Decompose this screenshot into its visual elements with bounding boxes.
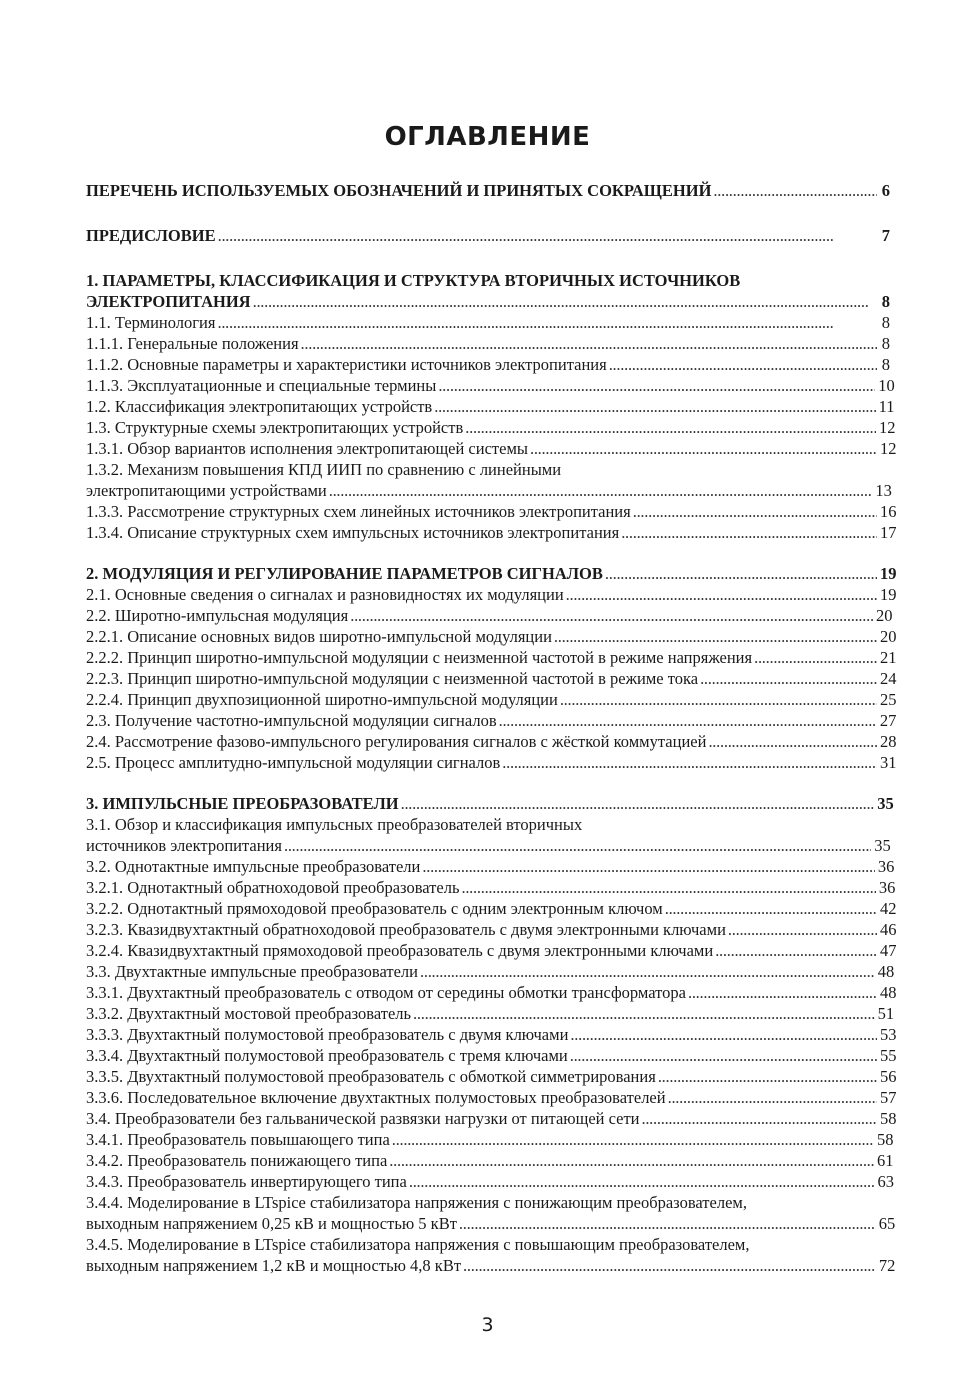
toc-page-number: 47: [880, 941, 897, 960]
toc-entry-text: 2.2.1. Описание основных видов широтно-импульсной модуляции: [86, 627, 552, 646]
toc-entry-3-4-4[interactable]: [86, 1213, 896, 1234]
toc-entry-text: 3.3.6. Последовательное включение двухтактных полумостовых преобразователей: [86, 1088, 666, 1107]
toc-page-number: 36: [877, 857, 895, 876]
leader-dots: [700, 668, 877, 689]
toc-entry-text: 3.2. Однотактные импульсные преобразователи: [86, 857, 421, 876]
toc-page-number: 7: [881, 226, 890, 245]
leader-dots: [688, 982, 877, 1003]
toc-entry[interactable]: [86, 731, 897, 752]
toc-page-number: 20: [875, 606, 893, 625]
leader-dots: [499, 710, 877, 731]
toc-page-number: 21: [880, 648, 897, 667]
leader-dots: [708, 731, 877, 752]
toc-page-number: 48: [880, 983, 897, 1002]
leader-dots: [502, 752, 877, 773]
toc-page-number: 11: [878, 397, 895, 416]
toc-page-number: 72: [878, 1256, 896, 1275]
toc-entry[interactable]: [86, 689, 897, 710]
toc-entry-text: ПРЕДИСЛОВИЕ: [86, 226, 216, 245]
toc-page-number: 42: [880, 899, 897, 918]
toc-page-number: 19: [880, 585, 897, 604]
leader-dots: [554, 626, 877, 647]
toc-entry[interactable]: [86, 940, 897, 961]
toc-entry[interactable]: [86, 1003, 895, 1024]
toc-entry[interactable]: [86, 1066, 897, 1087]
leader-dots: [754, 647, 877, 668]
toc-entry-text: 3.4.1. Преобразователь повышающего типа: [86, 1130, 390, 1149]
toc-page-number: 6: [881, 181, 890, 200]
leader-dots: [633, 501, 877, 522]
toc-entry[interactable]: [86, 605, 893, 626]
leader-dots: [392, 1129, 874, 1150]
toc-entry-text: 3.3.5. Двухтактный полумостовой преобразователь с обмоткой симметрирования: [86, 1067, 656, 1086]
toc-entry-3-1-line1[interactable]: 3.1. Обзор и классификация импульсных преобразователей вторичных: [86, 815, 583, 834]
toc-entry[interactable]: [86, 982, 897, 1003]
toc-page-number: 20: [880, 627, 897, 646]
toc-entry[interactable]: [86, 501, 897, 522]
toc-page-number: 51: [877, 1004, 895, 1023]
toc-entry-text: 3.2.3. Квазидвухтактный обратноходовой преобразователь с двумя электронными ключами: [86, 920, 726, 939]
page-title: ОГЛАВЛЕНИЕ: [384, 122, 591, 152]
toc-entry-text: 2.2.3. Принцип широтно-импульсной модуляции с неизменной частотой в режиме тока: [86, 669, 699, 688]
toc-page-number: 13: [875, 481, 892, 500]
toc-entry[interactable]: [86, 584, 897, 605]
leader-dots: [713, 180, 877, 201]
toc-entry-text: ЭЛЕКТРОПИТАНИЯ: [86, 292, 251, 311]
toc-entry-text: 2.2.2. Принцип широтно-импульсной модуляции с неизменной частотой в режиме напряжения: [86, 648, 753, 667]
toc-page-number: 24: [880, 669, 897, 688]
leader-dots: [715, 940, 877, 961]
toc-page-number: 25: [880, 690, 897, 709]
toc-entry-preface[interactable]: [86, 225, 890, 246]
toc-entry[interactable]: [86, 1045, 897, 1066]
toc-entry-3-4-5-line1[interactable]: 3.4.5. Моделирование в LTspice стабилизатора напряжения с повышающим преобразователем,: [86, 1235, 750, 1254]
toc-page-number: 31: [879, 753, 897, 772]
leader-dots: [329, 480, 873, 501]
leader-dots: [434, 396, 875, 417]
toc-entry[interactable]: [86, 1150, 894, 1171]
toc-entry-text: 3.3. Двухтактные импульсные преобразователи: [86, 962, 418, 981]
leader-dots: [665, 898, 877, 919]
toc-entry-text: 1.1.3. Эксплуатационные и специальные термины: [86, 376, 437, 395]
leader-dots: [641, 1108, 877, 1129]
toc-entry-text: 2.2. Широтно-импульсная модуляция: [86, 606, 349, 625]
leader-dots: [560, 689, 877, 710]
leader-dots: [253, 291, 877, 312]
leader-dots: [301, 333, 877, 354]
toc-page-number: 61: [876, 1151, 894, 1170]
toc-page-number: 63: [877, 1172, 894, 1191]
leader-dots: [605, 563, 877, 584]
toc-page-number: 58: [877, 1130, 894, 1149]
toc-entry[interactable]: [86, 898, 897, 919]
toc-entry-text: 3.3.1. Двухтактный преобразователь с отводом от середины обмотки трансформатора: [86, 983, 686, 1002]
toc-entry-text: 1.3. Структурные схемы электропитающих устройств: [86, 418, 464, 437]
toc-entry-text: 3.4.3. Преобразователь инвертирующего типа: [86, 1172, 407, 1191]
leader-dots: [284, 835, 871, 856]
toc-entry-text: 3. ИМПУЛЬСНЫЕ ПРЕОБРАЗОВАТЕЛИ: [86, 794, 399, 813]
toc-page-number: 55: [880, 1046, 897, 1065]
toc-entry[interactable]: [86, 375, 895, 396]
table-of-contents: [86, 180, 897, 1276]
toc-entry[interactable]: [86, 312, 890, 333]
toc-entry-text: 1.3.3. Рассмотрение структурных схем линейных источников электропитания: [86, 502, 631, 521]
leader-dots: [621, 522, 877, 543]
toc-page-number: 57: [880, 1088, 897, 1107]
toc-page-number: 65: [878, 1214, 896, 1233]
toc-page-number: 10: [878, 376, 895, 395]
toc-entry-3-4-5[interactable]: [86, 1255, 896, 1276]
toc-page-number: 16: [880, 502, 897, 521]
toc-entry[interactable]: [86, 710, 897, 731]
leader-dots: [422, 856, 874, 877]
toc-entry[interactable]: [86, 1087, 897, 1108]
toc-entry[interactable]: [86, 626, 897, 647]
toc-page-number: 46: [880, 920, 897, 939]
leader-dots: [530, 438, 877, 459]
leader-dots: [389, 1150, 874, 1171]
toc-page-number: 58: [880, 1109, 897, 1128]
leader-dots: [350, 605, 873, 626]
toc-entry[interactable]: [86, 1108, 897, 1129]
toc-page-number: 56: [880, 1067, 897, 1086]
leader-dots: [217, 312, 877, 333]
toc-entry-3-1[interactable]: [86, 835, 890, 856]
leader-dots: [465, 417, 876, 438]
toc-entry[interactable]: [86, 919, 897, 940]
leader-dots: [566, 584, 877, 605]
leader-dots: [461, 877, 875, 898]
leader-dots: [609, 354, 877, 375]
toc-page-number: 8: [881, 292, 890, 311]
leader-dots: [728, 919, 877, 940]
toc-entry-text: 2. МОДУЛЯЦИЯ И РЕГУЛИРОВАНИЕ ПАРАМЕТРОВ СИГНАЛОВ: [86, 564, 603, 583]
toc-entry[interactable]: [86, 752, 897, 773]
toc-entry-text: 3.3.2. Двухтактный мостовой преобразователь: [86, 1004, 412, 1023]
toc-entry-text: 1.2. Классификация электропитающих устройств: [86, 397, 433, 416]
toc-entry-text: 2.1. Основные сведения о сигналах и разновидностях их модуляции: [86, 585, 564, 604]
toc-page-number: 27: [879, 711, 897, 730]
leader-dots: [570, 1024, 877, 1045]
leader-dots: [570, 1045, 877, 1066]
toc-entry[interactable]: [86, 961, 895, 982]
toc-entry-text: 3.3.3. Двухтактный полумостовой преобразователь с двумя ключами: [86, 1025, 569, 1044]
toc-entry-text: 3.2.4. Квазидвухтактный прямоходовой преобразователь с двумя электронными ключами: [86, 941, 714, 960]
toc-entry[interactable]: [86, 668, 897, 689]
toc-chapter-3[interactable]: [86, 793, 894, 814]
leader-dots: [413, 1003, 875, 1024]
toc-chapter-1[interactable]: [86, 291, 890, 312]
toc-page-number: 36: [878, 878, 896, 897]
toc-page-number: 19: [880, 564, 897, 583]
toc-page-number: 35: [877, 794, 894, 813]
toc-entry[interactable]: [86, 1129, 894, 1150]
toc-entry-text: 2.4. Рассмотрение фазово-импульсного регулирования сигналов с жёсткой коммутацией: [86, 732, 707, 751]
leader-dots: [420, 961, 875, 982]
leader-dots: [409, 1171, 875, 1192]
toc-entry[interactable]: [86, 647, 897, 668]
toc-entry-text: 2.5. Процесс амплитудно-импульсной модуляции сигналов: [86, 753, 501, 772]
toc-entry-text: электропитающими устройствами: [86, 481, 327, 500]
toc-page-number: 12: [880, 439, 897, 458]
leader-dots: [459, 1213, 876, 1234]
toc-entry[interactable]: [86, 396, 895, 417]
leader-dots: [463, 1255, 876, 1276]
toc-entry-text: 1.3.1. Обзор вариантов исполнения электропитающей системы: [86, 439, 528, 458]
toc-page-number: 8: [881, 313, 890, 332]
toc-page-number: 35: [874, 836, 891, 855]
toc-entry[interactable]: [86, 1024, 897, 1045]
leader-dots: [438, 375, 875, 396]
toc-entry[interactable]: [86, 417, 896, 438]
toc-entry-text: 1.1. Терминология: [86, 313, 216, 332]
toc-page-number: 8: [881, 334, 890, 353]
toc-entry-text: ПЕРЕЧЕНЬ ИСПОЛЬЗУЕМЫХ ОБОЗНАЧЕНИЙ И ПРИНЯТЫХ СОКРАЩЕНИЙ: [86, 181, 712, 200]
toc-page-number: 53: [880, 1025, 897, 1044]
toc-page-number: 12: [878, 418, 896, 437]
toc-entry-text: выходным напряжением 1,2 кВ и мощностью 4,8 кВт: [86, 1256, 462, 1275]
toc-page-number: 8: [881, 355, 890, 374]
toc-entry[interactable]: [86, 522, 897, 543]
toc-entry-text: 1.1.2. Основные параметры и характеристики источников электропитания: [86, 355, 607, 374]
toc-entry-text: 3.4.2. Преобразователь понижающего типа: [86, 1151, 388, 1170]
toc-entry[interactable]: [86, 333, 890, 354]
toc-entry-text: 2.2.4. Принцип двухпозиционной широтно-импульсной модуляции: [86, 690, 558, 709]
toc-entry-1-3-2-line1[interactable]: 1.3.2. Механизм повышения КПД ИИП по сравнению с линейными: [86, 460, 562, 479]
toc-entry-text: 3.4. Преобразователи без гальванической развязки нагрузки от питающей сети: [86, 1109, 640, 1128]
toc-entry-text: 3.2.1. Однотактный обратноходовой преобразователь: [86, 878, 460, 897]
toc-entry-abbreviations[interactable]: [86, 180, 890, 201]
toc-entry-text: выходным напряжением 0,25 кВ и мощностью 5 кВт: [86, 1214, 457, 1233]
toc-page-number: 28: [880, 732, 897, 751]
toc-entry-text: 1.3.4. Описание структурных схем импульсных источников электропитания: [86, 523, 620, 542]
toc-entry-1-3-2[interactable]: [86, 480, 890, 501]
toc-entry[interactable]: [86, 354, 890, 375]
toc-entry[interactable]: [86, 877, 896, 898]
toc-entry-3-4-4-line1[interactable]: 3.4.4. Моделирование в LTspice стабилизатора напряжения с понижающим преобразователем,: [86, 1193, 747, 1212]
toc-entry[interactable]: [86, 438, 897, 459]
toc-page-number: 48: [877, 962, 895, 981]
leader-dots: [668, 1087, 877, 1108]
page-number: 3: [481, 1314, 494, 1336]
toc-entry-text: 3.2.2. Однотактный прямоходовой преобразователь с одним электронным ключом: [86, 899, 663, 918]
leader-dots: [218, 225, 877, 246]
toc-chapter-1-line1[interactable]: 1. ПАРАМЕТРЫ, КЛАССИФИКАЦИЯ И СТРУКТУРА ВТОРИЧНЫХ ИСТОЧНИКОВ: [86, 271, 741, 290]
toc-entry-text: 1.1.1. Генеральные положения: [86, 334, 299, 353]
leader-dots: [401, 793, 875, 814]
toc-entry-text: 2.3. Получение частотно-импульсной модуляции сигналов: [86, 711, 497, 730]
toc-entry-text: 3.3.4. Двухтактный полумостовой преобразователь с тремя ключами: [86, 1046, 568, 1065]
toc-entry[interactable]: [86, 1171, 894, 1192]
toc-page-number: 17: [880, 523, 897, 542]
leader-dots: [658, 1066, 877, 1087]
toc-entry[interactable]: [86, 856, 895, 877]
toc-chapter-2[interactable]: [86, 563, 897, 584]
toc-entry-text: источников электропитания: [86, 836, 282, 855]
